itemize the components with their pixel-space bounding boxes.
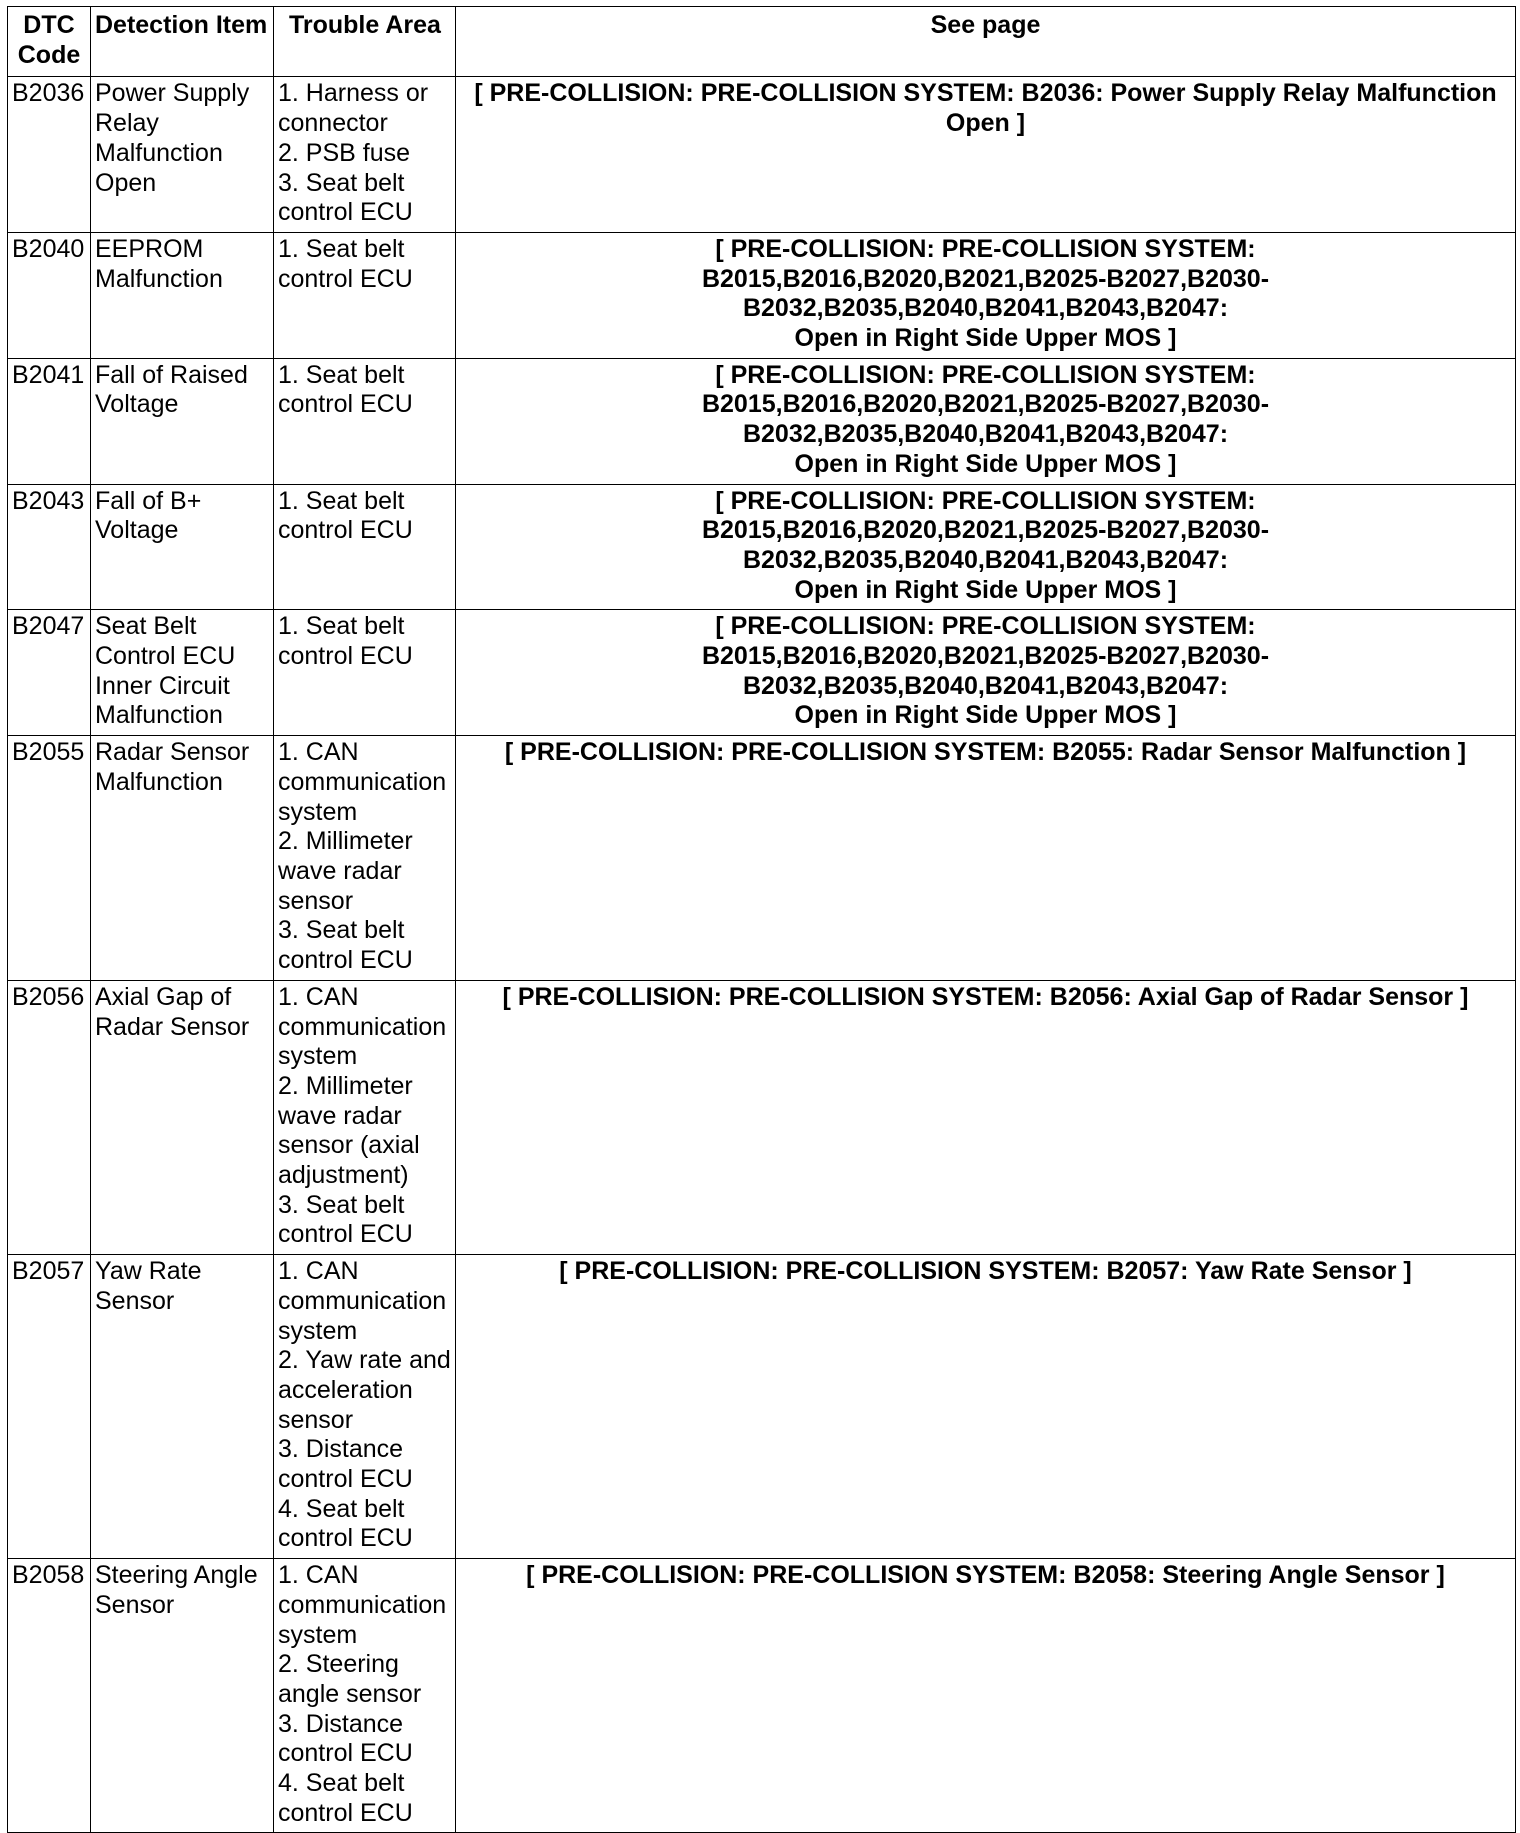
see-page-link[interactable]: [ PRE-COLLISION: PRE-COLLISION SYSTEM: B2036: Power Supply Relay Malfunction Open ]	[456, 77, 1516, 233]
dtc-code-cell: B2056	[8, 980, 91, 1254]
detection-item-cell: Radar Sensor Malfunction	[91, 736, 274, 981]
see-page-link[interactable]: [ PRE-COLLISION: PRE-COLLISION SYSTEM: B2015,B2016,B2020,B2021,B2025-B2027,B2030-B2032,B2035,B2040,B2041,B2043,B2047: Open in Right Side Upper MOS ]	[456, 610, 1516, 736]
see-page-link[interactable]: [ PRE-COLLISION: PRE-COLLISION SYSTEM: B2058: Steering Angle Sensor ]	[456, 1559, 1516, 1833]
table-row	[8, 980, 1516, 1254]
header-dtc-code: DTC Code	[8, 7, 91, 77]
table-row	[8, 736, 1516, 981]
trouble-area-cell: 1. CAN communication system 2. Millimeter wave radar sensor (axial adjustment) 3. Seat belt control ECU	[274, 980, 456, 1254]
header-detection-item: Detection Item	[91, 7, 274, 77]
detection-item-cell: Fall of Raised Voltage	[91, 358, 274, 484]
see-page-link[interactable]: [ PRE-COLLISION: PRE-COLLISION SYSTEM: B2056: Axial Gap of Radar Sensor ]	[456, 980, 1516, 1254]
trouble-area-cell: 1. Seat belt control ECU	[274, 484, 456, 610]
table-row	[8, 1559, 1516, 1833]
dtc-table	[7, 6, 1516, 1833]
see-page-link[interactable]: [ PRE-COLLISION: PRE-COLLISION SYSTEM: B2015,B2016,B2020,B2021,B2025-B2027,B2030-B2032,B2035,B2040,B2041,B2043,B2047: Open in Right Side Upper MOS ]	[456, 358, 1516, 484]
dtc-code-cell: B2057	[8, 1255, 91, 1559]
dtc-code-cell: B2041	[8, 358, 91, 484]
dtc-code-cell: B2047	[8, 610, 91, 736]
detection-item-cell: Yaw Rate Sensor	[91, 1255, 274, 1559]
table-row	[8, 610, 1516, 736]
trouble-area-cell: 1. Seat belt control ECU	[274, 358, 456, 484]
see-page-link[interactable]: [ PRE-COLLISION: PRE-COLLISION SYSTEM: B2015,B2016,B2020,B2021,B2025-B2027,B2030-B2032,B2035,B2040,B2041,B2043,B2047: Open in Right Side Upper MOS ]	[456, 484, 1516, 610]
detection-item-cell: Power Supply Relay Malfunction Open	[91, 77, 274, 233]
dtc-code-cell: B2058	[8, 1559, 91, 1833]
see-page-link[interactable]: [ PRE-COLLISION: PRE-COLLISION SYSTEM: B2057: Yaw Rate Sensor ]	[456, 1255, 1516, 1559]
see-page-link[interactable]: [ PRE-COLLISION: PRE-COLLISION SYSTEM: B2055: Radar Sensor Malfunction ]	[456, 736, 1516, 981]
dtc-code-cell: B2043	[8, 484, 91, 610]
detection-item-cell: Steering Angle Sensor	[91, 1559, 274, 1833]
see-page-link[interactable]: [ PRE-COLLISION: PRE-COLLISION SYSTEM: B2015,B2016,B2020,B2021,B2025-B2027,B2030-B2032,B2035,B2040,B2041,B2043,B2047: Open in Right Side Upper MOS ]	[456, 232, 1516, 358]
detection-item-cell: Fall of B+ Voltage	[91, 484, 274, 610]
trouble-area-cell: 1. CAN communication system 2. Yaw rate and acceleration sensor 3. Distance control ECU 4. Seat belt control ECU	[274, 1255, 456, 1559]
trouble-area-cell: 1. CAN communication system 2. Steering angle sensor 3. Distance control ECU 4. Seat belt control ECU	[274, 1559, 456, 1833]
trouble-area-cell: 1. Harness or connector 2. PSB fuse 3. Seat belt control ECU	[274, 77, 456, 233]
table-row	[8, 358, 1516, 484]
trouble-area-cell: 1. Seat belt control ECU	[274, 232, 456, 358]
header-see-page: See page	[456, 7, 1516, 77]
header-trouble-area: Trouble Area	[274, 7, 456, 77]
detection-item-cell: Axial Gap of Radar Sensor	[91, 980, 274, 1254]
table-header	[8, 7, 1516, 77]
table-row	[8, 484, 1516, 610]
table-body	[8, 77, 1516, 1833]
trouble-area-cell: 1. Seat belt control ECU	[274, 610, 456, 736]
dtc-code-cell: B2055	[8, 736, 91, 981]
detection-item-cell: EEPROM Malfunction	[91, 232, 274, 358]
dtc-code-cell: B2040	[8, 232, 91, 358]
dtc-code-cell: B2036	[8, 77, 91, 233]
trouble-area-cell: 1. CAN communication system 2. Millimeter wave radar sensor 3. Seat belt control ECU	[274, 736, 456, 981]
table-row	[8, 232, 1516, 358]
table-row	[8, 1255, 1516, 1559]
detection-item-cell: Seat Belt Control ECU Inner Circuit Malfunction	[91, 610, 274, 736]
header-row	[8, 7, 1516, 77]
table-row	[8, 77, 1516, 233]
